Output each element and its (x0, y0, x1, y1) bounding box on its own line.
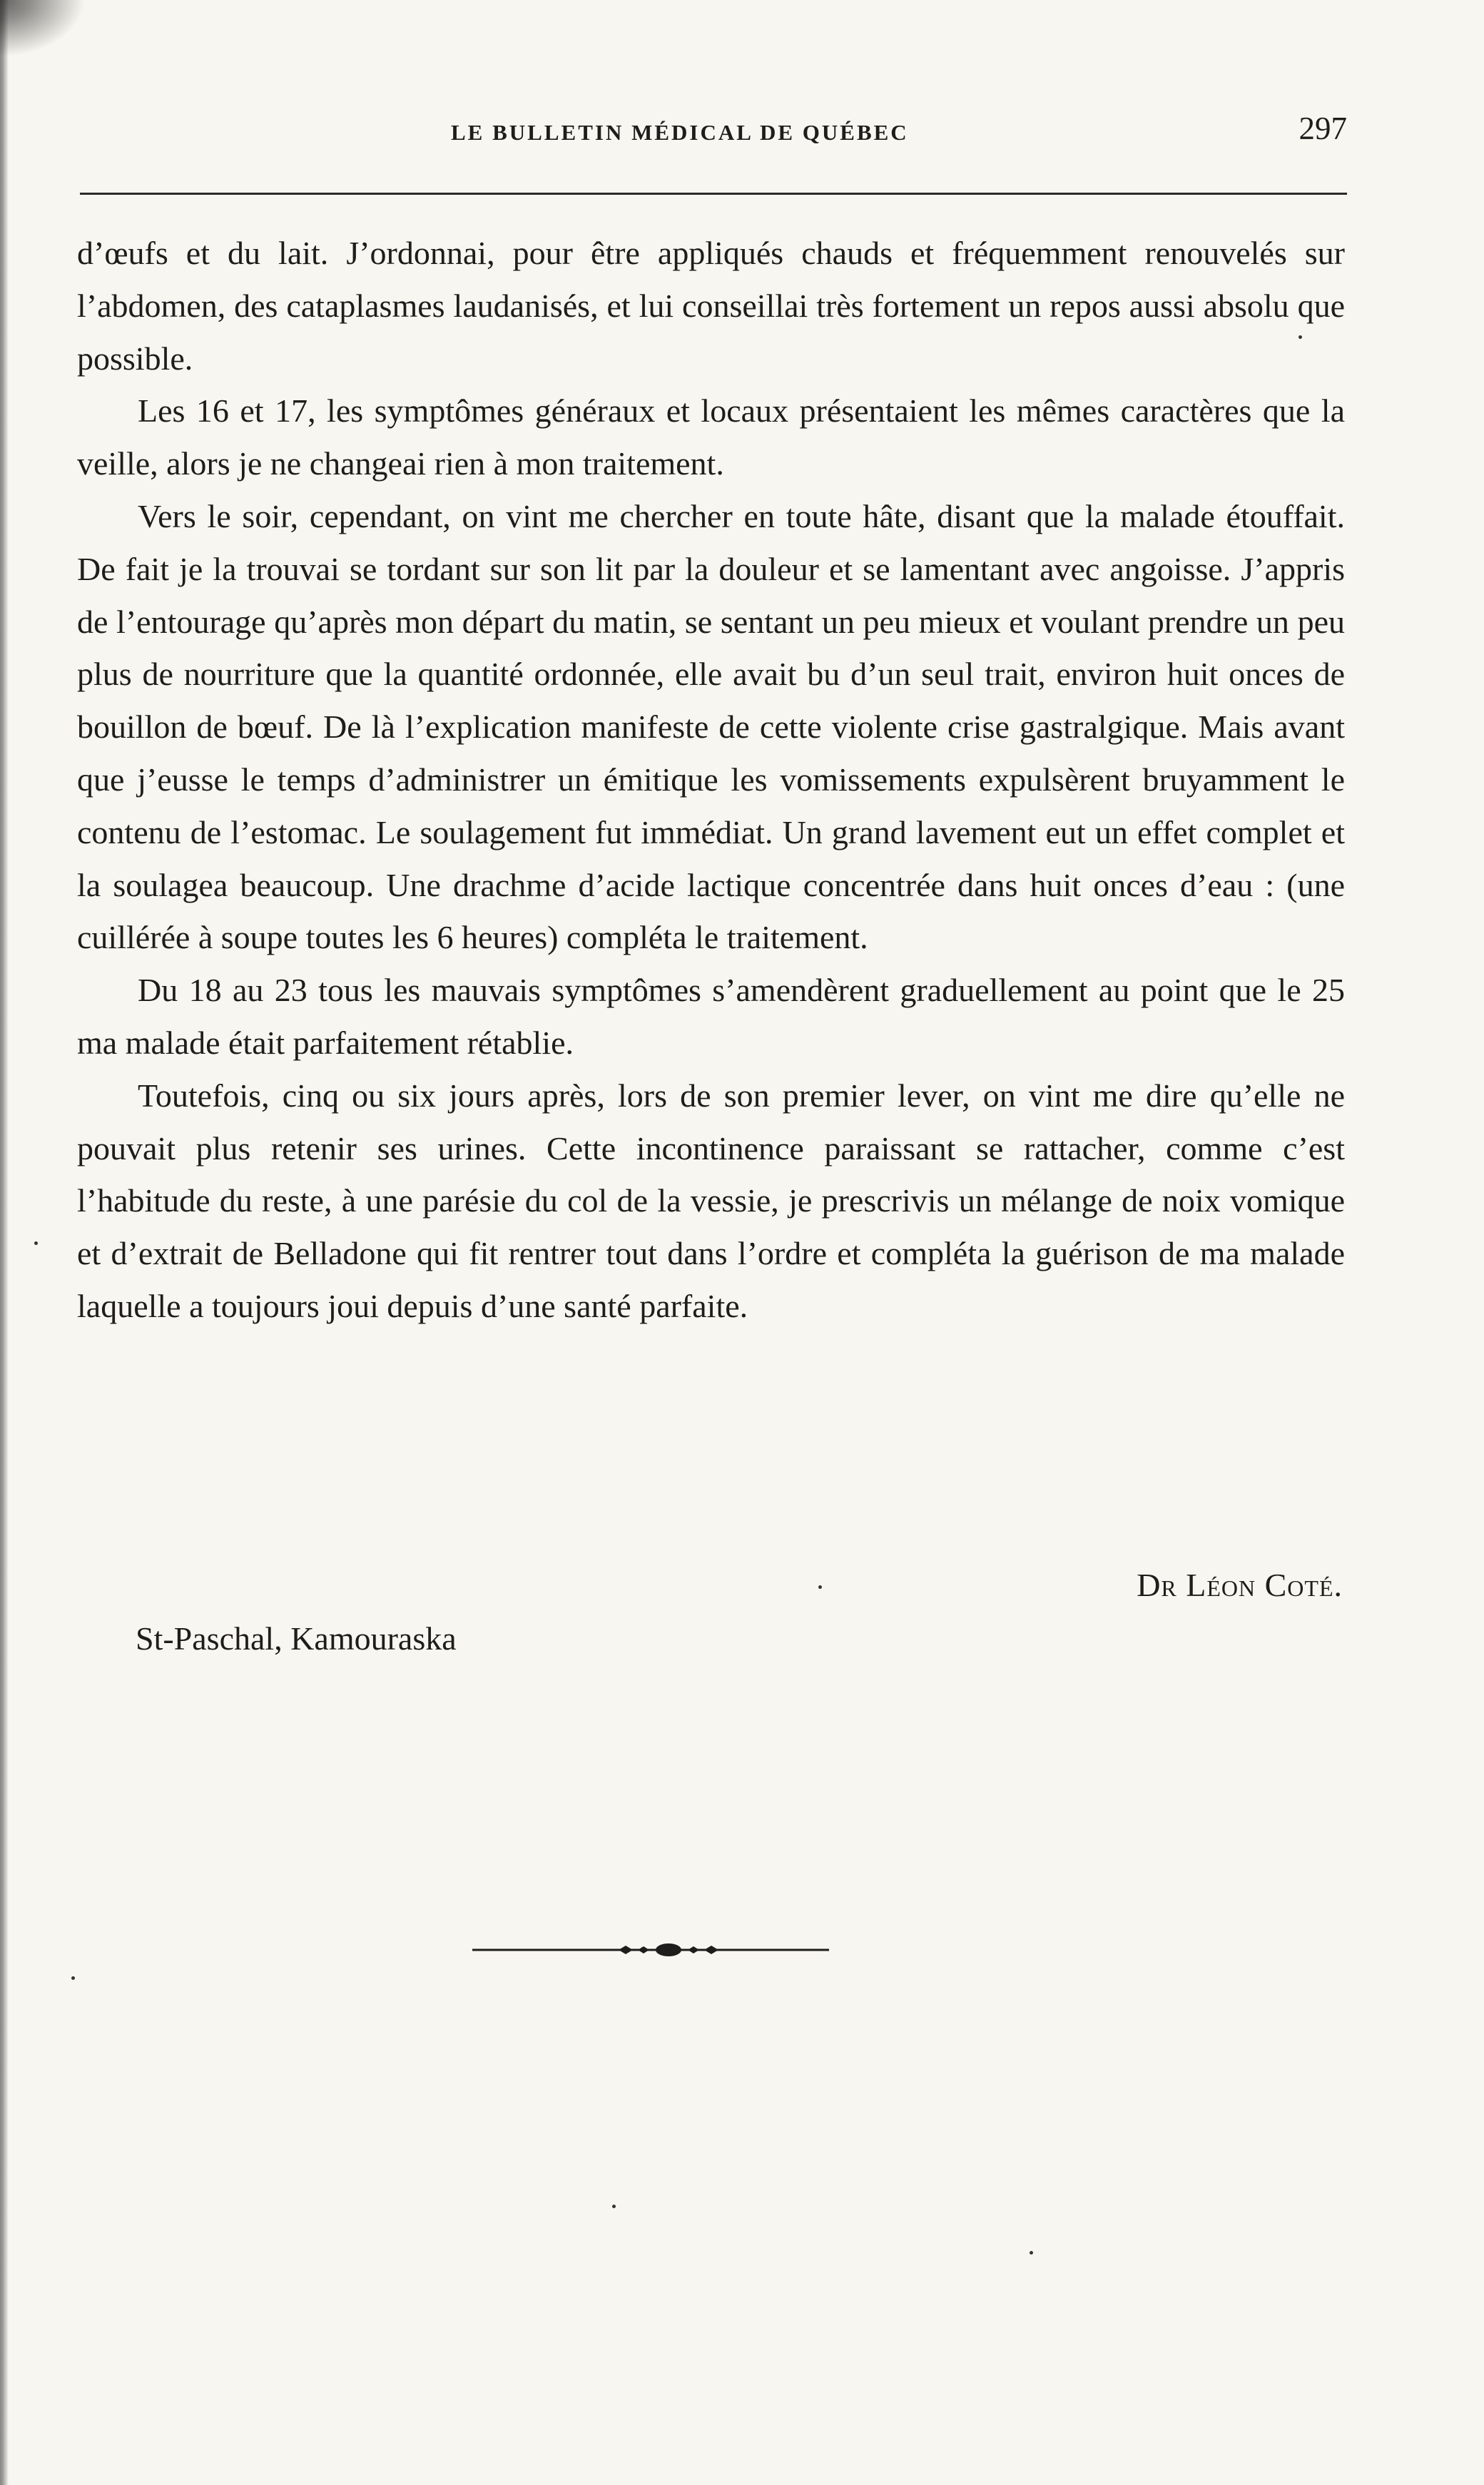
place-line: St-Paschal, Kamouraska (136, 1620, 457, 1657)
paragraph-3: Vers le soir, cependant, on vint me chercher en toute hâte, disant que la malade étouffait. De fait je la trouvai se tordant sur son lit par la douleur et se lamentant avec angoisse. J’appris de l’entourage qu’après mon départ du matin, se sentant un peu mieux et voulant prendre un peu plus de nourriture que la quantité ordonnée, elle avait bu d’un seul trait, environ huit onces de bouillon de bœuf. De là l’explication manifeste de cette violente crise gastralgique. Mais avant que j’eusse le temps d’administrer un émitique les vomissements expulsèrent bruyamment le contenu de l’estomac. Le soulagement fut immédiat. Un grand lavement eut un effet complet et la soulagea beaucoup. Une drachme d’acide lactique concentrée dans huit onces d’eau : (une cuillérée à soupe toutes les 6 heures) compléta le traitement. (77, 497, 1345, 956)
print-speck (612, 2205, 616, 2208)
running-header (80, 107, 1347, 157)
author-signature: Dr Léon Coté. (1137, 1567, 1343, 1603)
print-speck (1030, 2251, 1033, 2255)
corner-smudge (0, 0, 86, 57)
section-end-ornament (472, 1939, 829, 1961)
print-speck (34, 1241, 38, 1245)
print-speck (818, 1585, 822, 1589)
running-title: LE BULLETIN MÉDICAL DE QUÉBEC (451, 120, 909, 145)
paragraph-4: Du 18 au 23 tous les mauvais symptômes s’amendèrent graduellement au point que le 25 ma malade était parfaitement rétablie. (77, 972, 1345, 1061)
paragraph-5: Toutefois, cinq ou six jours après, lors de son premier lever, on vint me dire qu’elle ne pouvait plus retenir ses urines. Cette incontinence paraissant se rattacher, comme c’est l’habitude du reste, à une parésie du col de la vessie, je prescrivis un mélange de noix vomique et d’extrait de Belladone qui fit rentrer tout dans l’ordre et compléta la guérison de ma malade laquelle a toujours joui depuis d’une santé parfaite. (77, 1077, 1345, 1324)
article-body (77, 227, 1345, 1333)
paragraph-2: Les 16 et 17, les symptômes généraux et locaux présentaient les mêmes caractères que la veille, alors je ne changeai rien à mon traitement. (77, 392, 1345, 482)
header-rule (80, 193, 1347, 195)
print-speck (71, 1976, 75, 1980)
paragraph-1: d’œufs et du lait. J’ordonnai, pour être appliqués chauds et fréquemment renouvelés sur l’abdomen, des cataplasmes laudanisés, et lui conseillai très fortement un repos aussi absolu que possible. (77, 235, 1345, 377)
page-edge-shadow (0, 0, 9, 2485)
page-number: 297 (1298, 111, 1347, 146)
print-speck (1298, 335, 1302, 339)
